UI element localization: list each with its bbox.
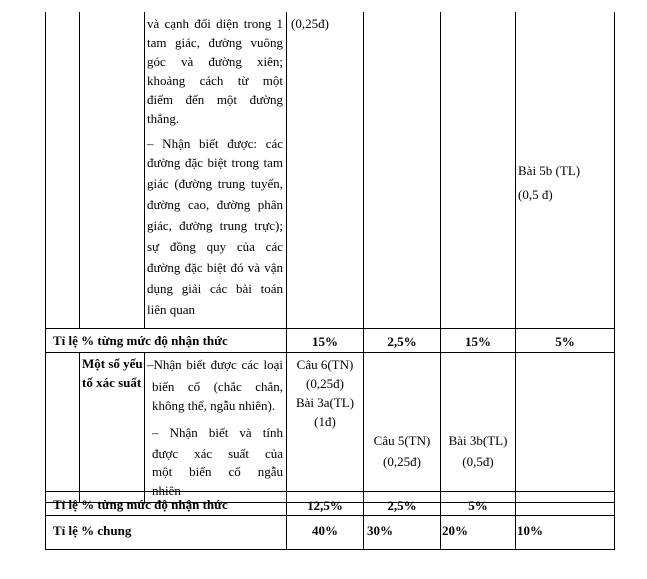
th-item: Câu 5(TN): [373, 433, 431, 448]
overall-ratio-nb: 40%: [312, 523, 338, 538]
vdc-item-score: (0,5 đ): [518, 187, 553, 202]
content-line: biến cố (chắc chắn,: [152, 379, 283, 394]
row-divider-1: [45, 328, 615, 329]
table-border-right: [614, 12, 615, 550]
content-line: đường đặc biệt đó và vận: [147, 260, 283, 275]
ratio-value-vd: 5%: [468, 498, 488, 513]
col-divider-topic-bottom: [144, 352, 145, 502]
content-line: –Nhận biết được các loại: [147, 357, 283, 372]
col-divider-topic-top: [144, 12, 145, 328]
row-divider-5: [45, 515, 615, 516]
ratio-value-th: 2,5%: [387, 498, 417, 513]
col-divider-stt-top: [79, 12, 80, 328]
assessment-matrix-table: [45, 12, 615, 550]
ratio-value-nb: 12,5%: [307, 498, 343, 513]
row-divider-2: [45, 352, 615, 353]
content-line: giác, đường trung trực);: [147, 218, 283, 233]
content-line: – Nhận biết và tính: [152, 425, 283, 440]
content-line: giác (đường trung tuyến,: [147, 176, 283, 191]
content-line: góc và đường xiên;: [147, 54, 283, 69]
vdc-item-label: Bài 5b (TL): [518, 163, 581, 178]
overall-ratio-label: Tỉ lệ % chung: [53, 523, 132, 538]
row-divider-3: [45, 491, 615, 492]
content-line: tam giác, đường vuông: [147, 35, 283, 50]
content-line: được xác suất của: [152, 446, 283, 461]
vd-item: Bài 3b(TL): [448, 433, 508, 448]
nb-item: (0,25đ): [306, 376, 344, 391]
content-line: không thể, ngẫu nhiên).: [152, 398, 276, 413]
nb-item: Câu 6(TN): [296, 357, 354, 372]
ratio-row-label: Tỉ lệ % từng mức độ nhận thức: [53, 497, 228, 512]
nb-score: (0,25đ): [291, 16, 329, 31]
ratio-value-nb: 15%: [312, 334, 338, 349]
content-line: liên quan: [147, 302, 196, 317]
content-line: dụng giải các bài toán: [147, 281, 283, 296]
content-line: – Nhận biết được: các: [147, 136, 283, 151]
table-border-bottom: [45, 549, 615, 550]
topic-name: tố xác suất: [82, 375, 142, 390]
overall-ratio-th: 30%: [367, 523, 393, 538]
ratio-value-vdc: 5%: [555, 334, 575, 349]
content-line: và cạnh đối diện trong 1: [147, 16, 283, 31]
ratio-value-th: 2,5%: [387, 334, 417, 349]
overall-ratio-vd: 20%: [442, 523, 468, 538]
ratio-row-label: Tỉ lệ % từng mức độ nhận thức: [53, 333, 228, 348]
col-divider-stt-bottom: [79, 352, 80, 502]
col-divider-vd: [515, 12, 516, 550]
content-line: một biến cố ngẫu: [152, 464, 283, 479]
content-line: thẳng.: [147, 111, 180, 126]
content-line: đường cao, đường phân: [147, 197, 283, 212]
content-line: sự đồng quy của các: [147, 239, 283, 254]
col-divider-content: [286, 12, 287, 550]
vd-item: (0,5đ): [462, 454, 494, 469]
nb-item: Bài 3a(TL): [295, 395, 355, 410]
th-item: (0,25đ): [383, 454, 421, 469]
ratio-value-vd: 15%: [465, 334, 491, 349]
table-border-left: [45, 12, 46, 550]
content-line: điểm đến một đường: [147, 92, 283, 107]
nb-item: (1đ): [314, 414, 336, 429]
content-line: đường đặc biệt trong tam: [147, 155, 283, 170]
content-line: nhiên: [152, 483, 181, 498]
content-line: khoảng cách từ một: [147, 73, 283, 88]
topic-name: Một số yếu: [82, 356, 143, 371]
overall-ratio-vdc: 10%: [517, 523, 543, 538]
